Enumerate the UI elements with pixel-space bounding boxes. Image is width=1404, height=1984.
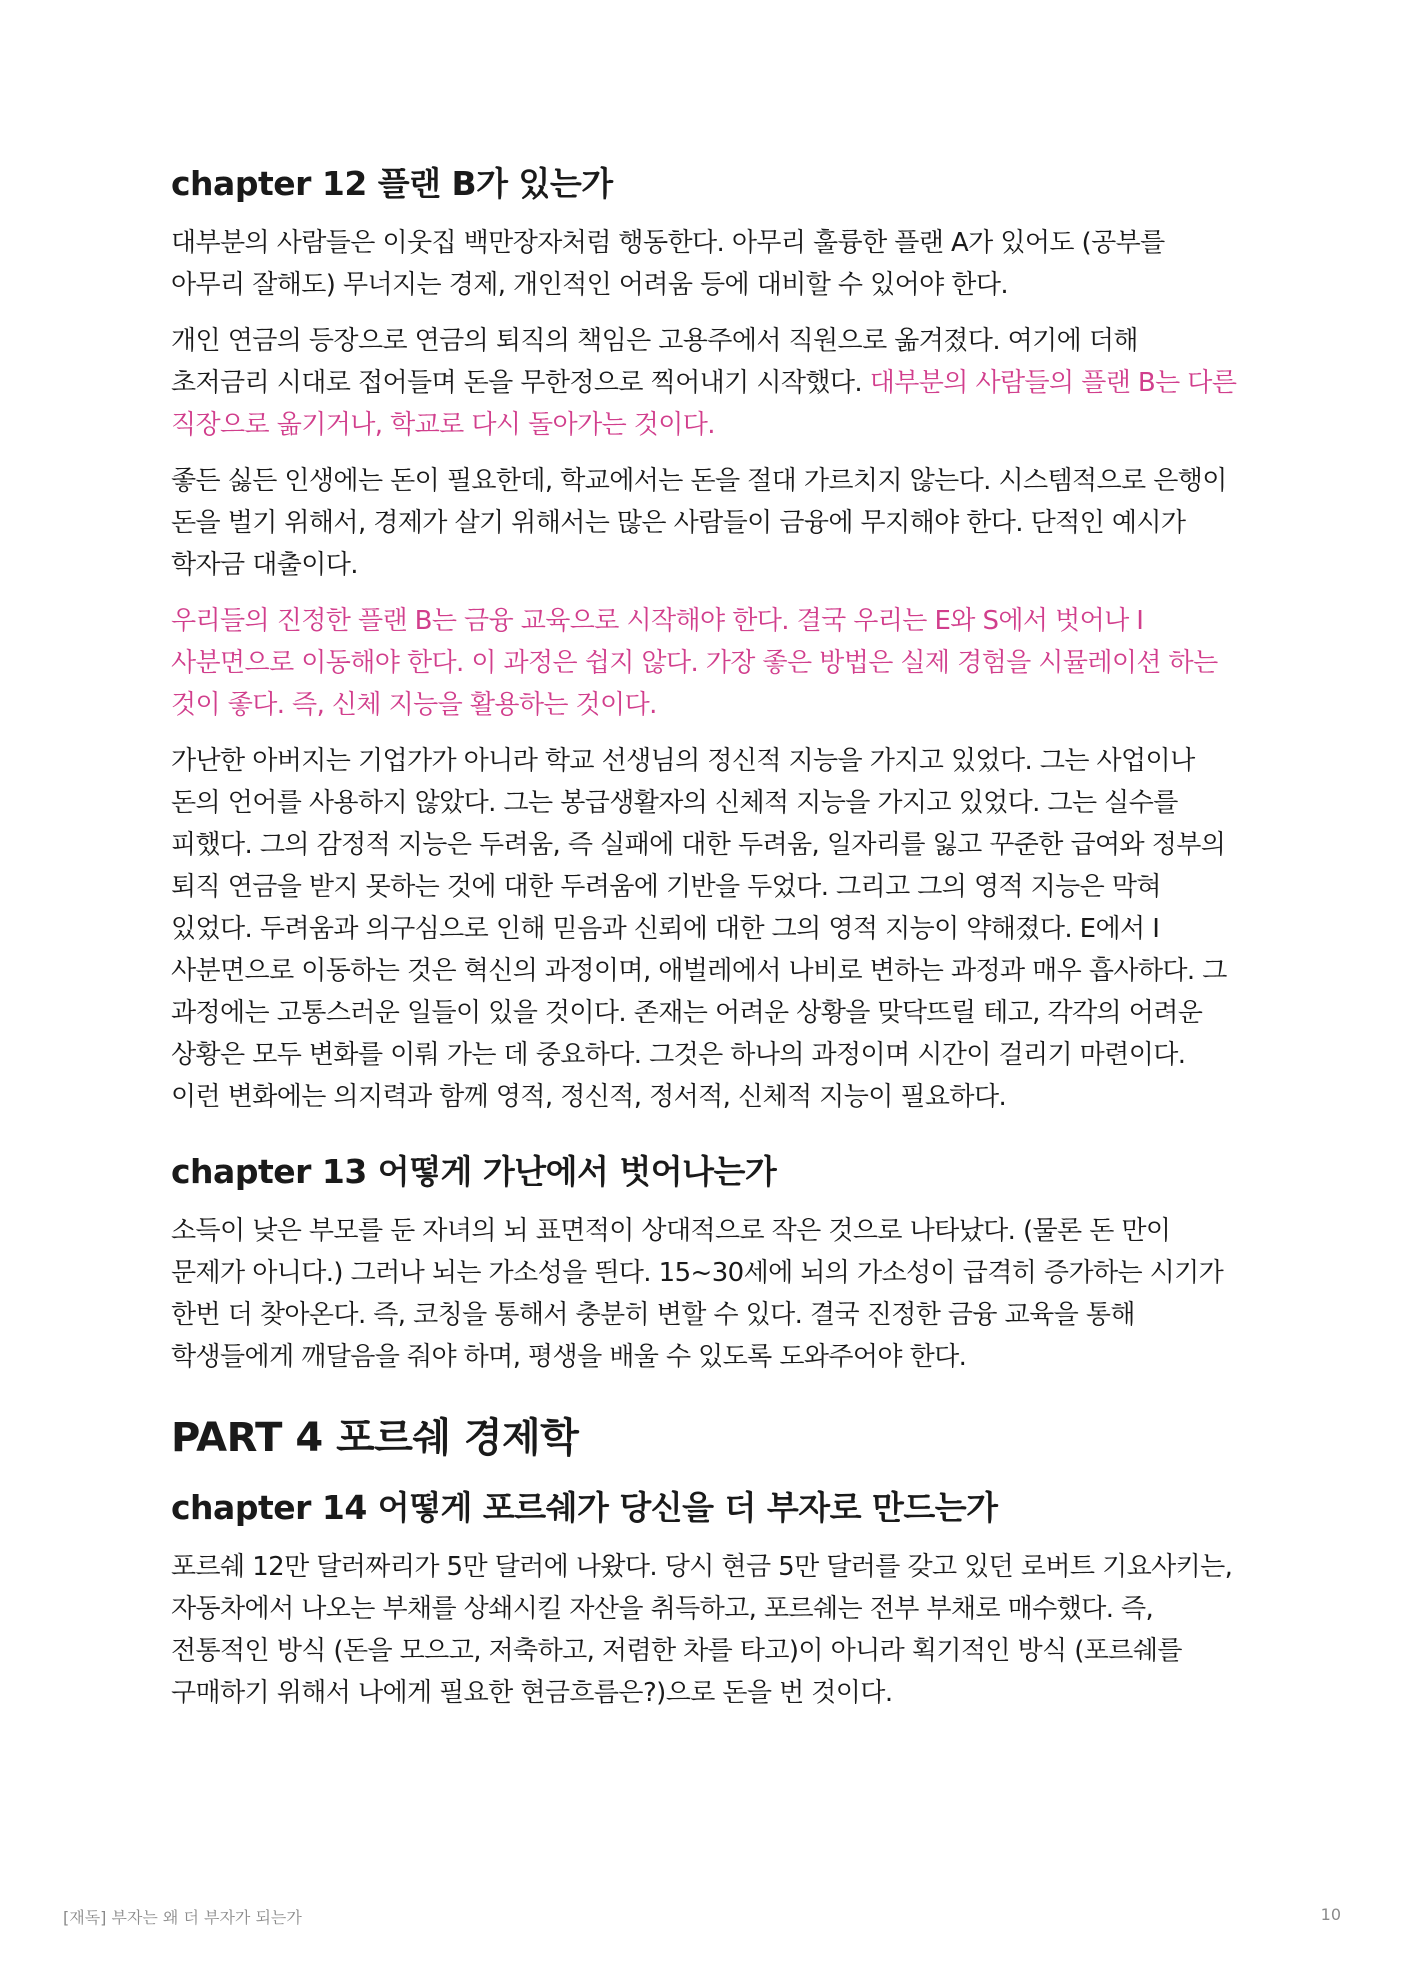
chapter-12-paragraph-2: [171, 320, 1241, 446]
chapter-13-title: chapter 13 어떻게 가난에서 벗어나는가: [171, 1152, 777, 1191]
chapter-13-paragraph-1: 소득이 낮은 부모를 둔 자녀의 뇌 표면적이 상대적으로 작은 것으로 나타났다. (물론 돈 만이 문제가 아니다.) 그러나 뇌는 가소성을 띈다. 15~30세에 뇌의 가소성이 급격히 증가하는 시기가 한번 더 찾아온다. 즉, 코칭을 통해서 충분히 변할 수 있다. 결국 진정한 금융 교육을 통해 학생들에게 깨달음을 줘야 하며, 평생을 배울 수 있도록 도와주어야 한다.: [171, 1216, 1224, 1372]
chapter-12-paragraph-1: 대부분의 사람들은 이웃집 백만장자처럼 행동한다. 아무리 훌륭한 플랜 A가 있어도 (공부를 아무리 잘해도) 무너지는 경제, 개인적인 어려움 등에 대비할 수 있어야 한다.: [171, 228, 1165, 300]
chapter-12-title: chapter 12 플랜 B가 있는가: [171, 164, 613, 203]
chapter-12-section: [171, 160, 1241, 1118]
part-4-title: PART 4 포르쉐 경제학: [171, 1415, 579, 1461]
chapter-12-paragraph-2-text: 개인 연금의 등장으로 연금의 퇴직의 책임은 고용주에서 직원으로 옮겨졌다. 여기에 더해 초저금리 시대로 접어들며 돈을 무한정으로 찍어내기 시작했다.: [171, 326, 1138, 398]
chapter-14-section: [171, 1484, 1241, 1714]
page-content: [171, 160, 1241, 1744]
footer-page-number: 10: [1320, 1905, 1341, 1924]
chapter-12-paragraph-5: 가난한 아버지는 기업가가 아니라 학교 선생님의 정신적 지능을 가지고 있었다. 그는 사업이나 돈의 언어를 사용하지 않았다. 그는 봉급생활자의 신체적 지능을 가지고 있었다. 그는 실수를 피했다. 그의 감정적 지능은 두려움, 즉 실패에 대한 두려움, 일자리를 잃고 꾸준한 급여와 정부의 퇴직 연금을 받지 못하는 것에 대한 두려움에 기반을 두었다. 그리고 그의 영적 지능은 막혀 있었다. 두려움과 의구심으로 인해 믿음과 신뢰에 대한 그의 영적 지능이 약해졌다. E에서 I 사분면으로 이동하는 것은 혁신의 과정이며, 애벌레에서 나비로 변하는 과정과 매우 흡사하다. 그 과정에는 고통스러운 일들이 있을 것이다. 존재는 어려운 상황을 맞닥뜨릴 테고, 각각의 어려운 상황은 모두 변화를 이뤄 가는 데 중요하다. 그것은 하나의 과정이며 시간이 걸리기 마련이다. 이런 변화에는 의지력과 함께 영적, 정신적, 정서적, 신체적 지능이 필요하다.: [171, 746, 1227, 1112]
footer-document-title: [재독] 부자는 왜 더 부자가 되는가: [63, 1908, 302, 1927]
chapter-13-section: [171, 1148, 1241, 1378]
chapter-12-paragraph-3: 좋든 싫든 인생에는 돈이 필요한데, 학교에서는 돈을 절대 가르치지 않는다. 시스템적으로 은행이 돈을 벌기 위해서, 경제가 살기 위해서는 많은 사람들이 금융에 무지해야 한다. 단적인 예시가 학자금 대출이다.: [171, 466, 1227, 580]
chapter-12-paragraph-4-highlight: 우리들의 진정한 플랜 B는 금융 교육으로 시작해야 한다. 결국 우리는 E와 S에서 벗어나 I 사분면으로 이동해야 한다. 이 과정은 쉽지 않다. 가장 좋은 방법은 실제 경험을 시뮬레이션 하는 것이 좋다. 즉, 신체 지능을 활용하는 것이다.: [171, 606, 1218, 720]
chapter-12-paragraph-2-highlight: 대부분의 사람들의 플랜 B는 다른 직장으로 옮기거나, 학교로 다시 돌아가는 것이다.: [171, 368, 1237, 440]
chapter-14-paragraph-1: 포르쉐 12만 달러짜리가 5만 달러에 나왔다. 당시 현금 5만 달러를 갖고 있던 로버트 기요사키는, 자동차에서 나오는 부채를 상쇄시킬 자산을 취득하고, 포르쉐는 전부 부채로 매수했다. 즉, 전통적인 방식 (돈을 모으고, 저축하고, 저렴한 차를 타고)이 아니라 획기적인 방식 (포르쉐를 구매하기 위해서 나에게 필요한 현금흐름은?)으로 돈을 번 것이다.: [171, 1552, 1233, 1708]
chapter-14-title: chapter 14 어떻게 포르쉐가 당신을 더 부자로 만드는가: [171, 1488, 998, 1527]
